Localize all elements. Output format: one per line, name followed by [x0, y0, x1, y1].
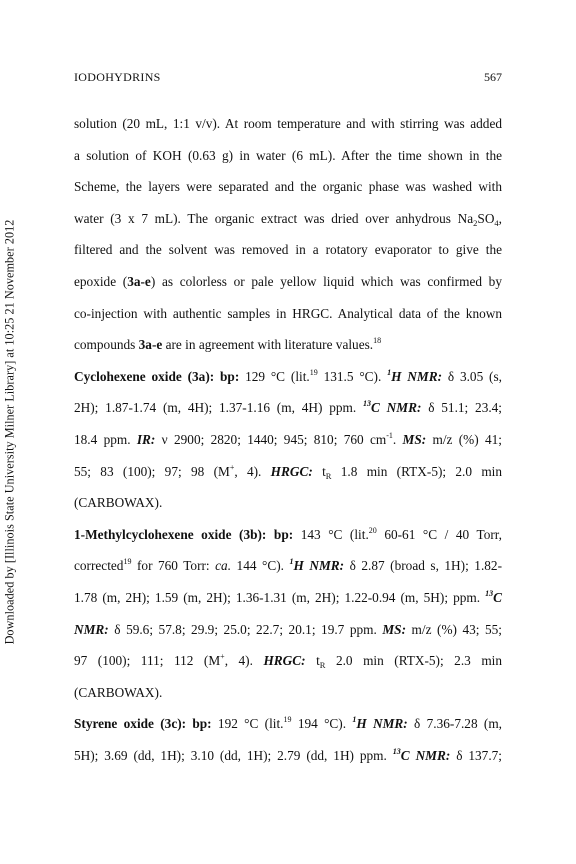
text-line: NMR: δ 59.6; 57.8; 29.9; 25.0; 22.7; 20.1; 19.7 ppm. MS: m/z (%) 43; 55; [74, 621, 503, 637]
download-watermark-text: Downloaded by [Illinois State University Milner Library] at 10:25 21 November 2012 [2, 219, 17, 645]
text-line: corrected$^{19}$ for 760 Torr: ca. 144 °C). $^1$H NMR: δ 2.87 (broad s, 1H); 1.82- [74, 557, 503, 574]
text-line: solution (20 mL, 1:1 v/v). At room temperature and with stirring was added [74, 116, 502, 131]
text-line: 2H); 1.87-1.74 (m, 4H); 1.37-1.16 (m, 4H) ppm. $^{13}$C NMR: δ 51.1; 23.4; [74, 399, 503, 416]
text-line: epoxide (3a-e) as colorless or pale yellow liquid which was confirmed by [74, 273, 502, 289]
text-line: 5H); 3.69 (dd, 1H); 3.10 (dd, 1H); 2.79 (dd, 1H) ppm. $^{13}$C NMR: δ 137.7; [74, 746, 503, 763]
text-line: Scheme, the layers were separated and the organic phase was washed with [74, 179, 502, 195]
compound-3c-heading-line: Styrene oxide (3c): bp: 192 °C (lit.$^{19}$ 194 °C). $^1$H NMR: δ 7.36-7.28 (m, [74, 715, 502, 732]
text-line: filtered and the solvent was removed in a rotatory evaporator to give the [74, 242, 502, 258]
text-line: 1.78 (m, 2H); 1.59 (m, 2H); 1.36-1.31 (m, 2H); 1.22-0.94 (m, 5H); ppm. $^{13}$C [74, 588, 502, 605]
compound-3b-heading-line: 1-Methylcyclohexene oxide (3b): bp: 143 °C (lit.$^{20}$ 60-61 °C / 40 Torr, [74, 525, 502, 542]
text-line: 97 (100); 111; 112 (M+, 4). HRGC: $t_R$ 2.0 min (RTX-5); 2.3 min [74, 652, 502, 671]
text-line: compounds 3a-e are in agreement with literature values.$^{18}$ [74, 336, 382, 353]
text-line: a solution of KOH (0.63 g) in water (6 mL). After the time shown in the [74, 147, 502, 163]
page-number: 567 [484, 70, 502, 84]
text-line: co-injection with authentic samples in HRGC. Analytical data of the known [74, 305, 502, 321]
text-line: (CARBOWAX). [74, 684, 163, 700]
text-line: water (3 x 7 mL). The organic extract was dried over anhydrous $Na_2SO_4$, [74, 210, 502, 228]
compound-3a-heading-line: Cyclohexene oxide (3a): bp: 129 °C (lit.$^{19}$ 131.5 °C). $^1$H NMR: δ 3.05 (s, [74, 367, 502, 384]
text-line: 18.4 ppm. IR: ν 2900; 2820; 1440; 945; 810; 760 $cm^{-1}$. MS: m/z (%) 41; [74, 430, 502, 447]
text-line: (CARBOWAX). [74, 495, 163, 511]
article-body [74, 108, 502, 771]
text-line: 55; 83 (100); 97; 98 (M+, 4). HRGC: $t_R$ 1.8 min (RTX-5); 2.0 min [74, 462, 502, 481]
running-title: IODOHYDRINS [74, 70, 161, 84]
